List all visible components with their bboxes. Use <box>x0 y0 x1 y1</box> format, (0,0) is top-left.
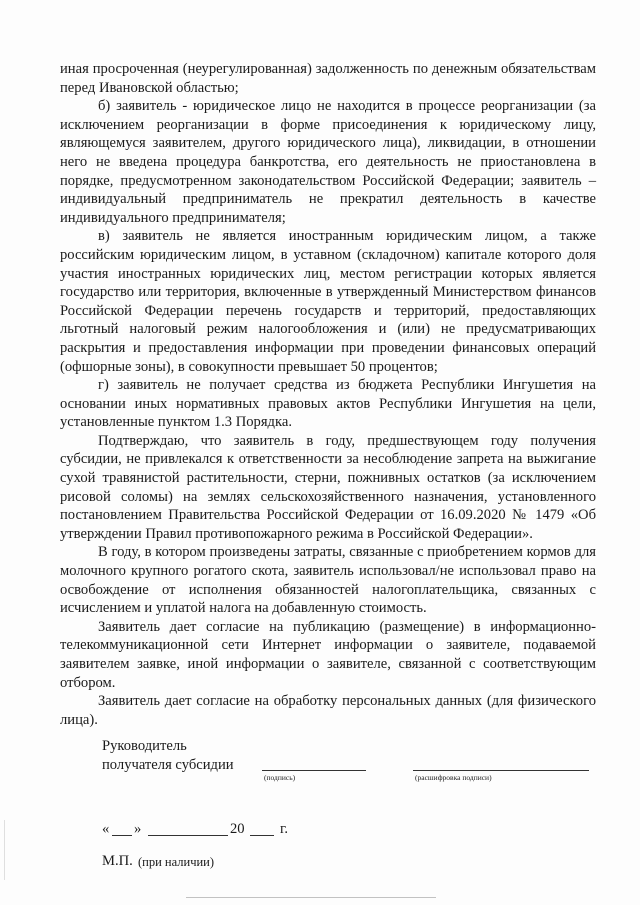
signer-role-line2: получателя субсидии <box>102 757 234 773</box>
scan-edge-mark <box>4 820 5 880</box>
date-year-suffix: г. <box>280 821 288 837</box>
paragraph-fire-ban-confirmation: Подтверждаю, что заявитель в году, предшествующем году получения субсидии, не привлекался к ответственности за несоблюдение запрета на выжигание сухой травянистой растительности, стерни, пожнивных остатков (за исключением рисовой соломы) на землях сельскохозяйственного назначения, установленного постановлением Правительства Российской Федерации от 16.09.2020 № 1479 «Об утверждении Правил противопожарного режима в Российской Федерации». <box>60 432 596 542</box>
stamp-label: М.П. <box>102 853 133 869</box>
date-year-line <box>250 835 274 836</box>
paragraph-continuation: иная просроченная (неурегулированная) задолженность по денежным обязательствам перед Ивановской областью; <box>60 61 596 96</box>
date-close-quote: » <box>134 821 142 837</box>
stamp-note: (при наличии) <box>138 855 215 869</box>
paragraph-item-g: г) заявитель не получает средства из бюджета Республики Ингушетия на основании иных нормативных правовых актов Республики Ингушетия на цели, установленные пунктом 1.3 Порядка. <box>60 377 596 431</box>
date-year-prefix: 20 <box>230 821 245 837</box>
scan-edge-line <box>186 897 436 898</box>
date-day-line <box>112 835 132 836</box>
signature-line <box>262 770 366 771</box>
signer-role-line1: Руководитель <box>102 738 187 754</box>
paragraph-personal-data-consent: Заявитель дает согласие на обработку персональных данных (для физического лица). <box>60 693 596 728</box>
paragraph-publication-consent: Заявитель дает согласие на публикацию (размещение) в информационно-телекоммуникационной сети Интернет информации о заявителе, подаваемой заявителем заявке, иной информации о заявителе, связанной с соответствующим отбором. <box>60 618 596 691</box>
paragraph-item-b: б) заявитель - юридическое лицо не находится в процессе реорганизации (за исключением реорганизации в форме присоединения к юридическому лицу, являющемуся заявителем, другого юридического лица), ликвидации, в отношении него не введена процедура банкротства, его деятельность не приостановлена в порядке, предусмотренном законодательством Российской Федерации; заявитель – индивидуальный предприниматель не прекратил деятельность в качестве индивидуального предпринимателя; <box>60 98 596 226</box>
signature-caption: (подпись) <box>264 773 296 782</box>
paragraph-item-v: в) заявитель не является иностранным юридическим лицом, а также российским юридическим лицом, в уставном (складочном) капитале которого доля участия иностранных юридических лиц, местом регистрации которых является государство или территория, включенные в утвержденный Министерством финансов Российской Федерации перечень государств и территорий, предоставляющих льготный налоговый режим налогообложения и (или) не предусматривающих раскрытия и предоставления информации при проведении финансовых операций (офшорные зоны), в совокупности превышает 50 процентов; <box>60 228 596 375</box>
paragraph-vat-exemption: В году, в котором произведены затраты, связанные с приобретением кормов для молочного крупного рогатого скота, заявитель использовал/не использовал право на освобождение от исполнения обязанностей налогоплательщика, связанных с исчислением и уплатой налога на добавленную стоимость. <box>60 544 596 617</box>
date-open-quote: « <box>102 821 110 837</box>
date-month-line <box>148 835 228 836</box>
signature-decoding-line <box>413 770 589 771</box>
signature-decoding-caption: (расшифровка подписи) <box>415 773 492 782</box>
